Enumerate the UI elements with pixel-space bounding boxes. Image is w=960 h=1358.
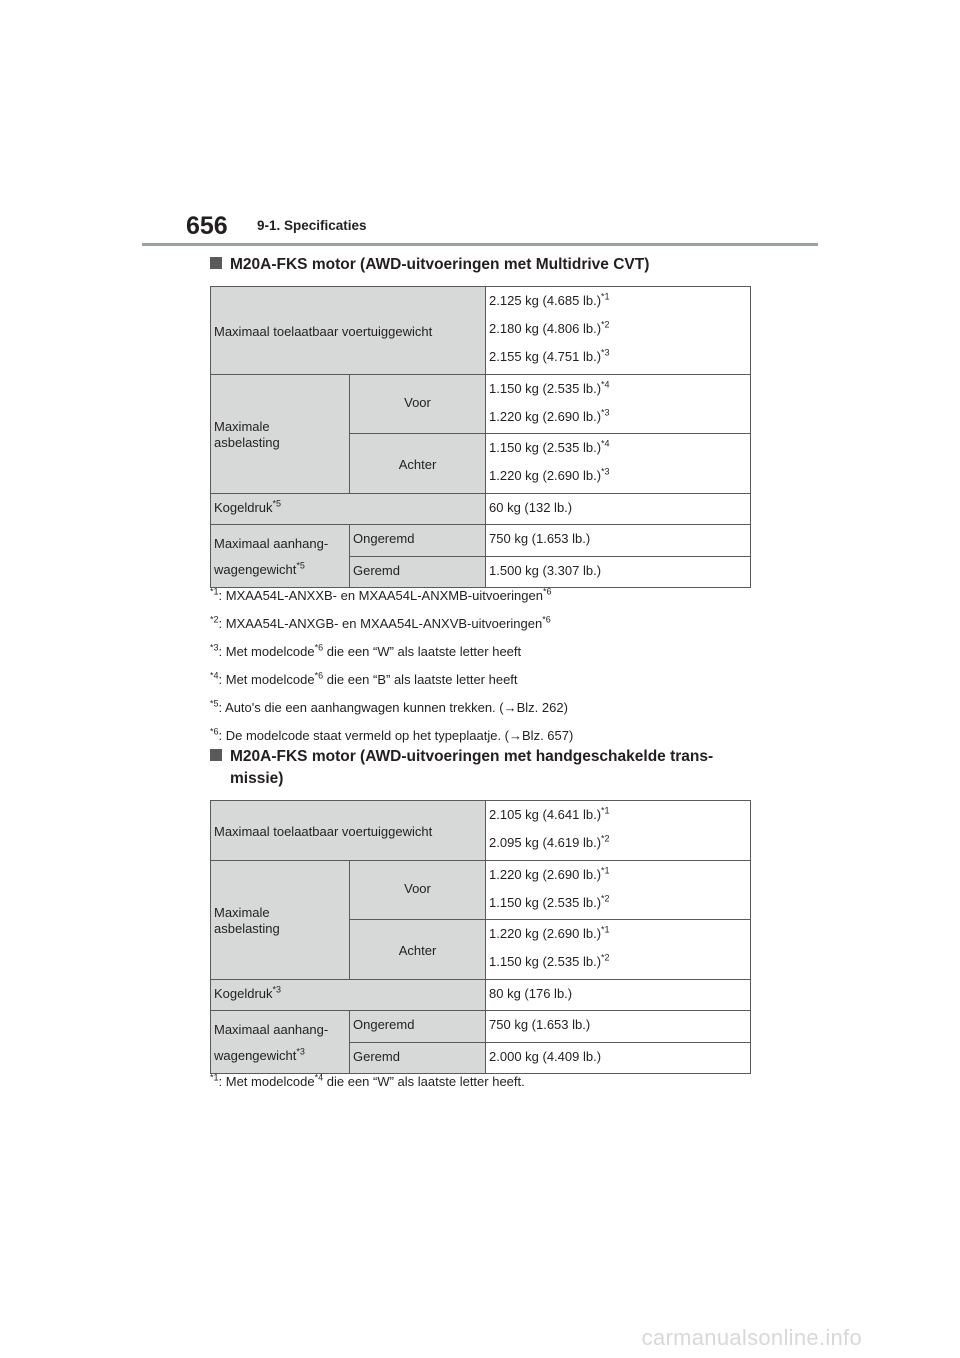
footnote-text: : MXAA54L-ANXXB- en MXAA54L-ANXMB-uitvoeringen: [218, 588, 543, 603]
trailer-label-line1: Maximaal aanhang-: [214, 536, 329, 551]
footnote-ref: *6: [542, 614, 551, 625]
footnote: [210, 644, 573, 672]
value-line: [489, 440, 747, 456]
unbraked-label: Ongeremd: [350, 1011, 486, 1043]
footnote-ref: *4: [601, 379, 610, 390]
braked-label: Geremd: [350, 557, 486, 588]
footnote-ref: *1: [601, 865, 610, 876]
table2-spec: [210, 800, 751, 1074]
value-line: [489, 468, 747, 484]
ball-pressure-value: 80 kg (176 lb.): [486, 980, 751, 1011]
table-row: [211, 375, 751, 434]
footnote: [210, 700, 573, 728]
footnote-text: : Met modelcode: [218, 644, 315, 659]
axle-load-label: [211, 375, 350, 494]
footnote-mark: *5: [210, 698, 219, 709]
footnote-ref: *4: [601, 438, 610, 449]
value-text: 1.150 kg (2.535 lb.): [489, 954, 602, 969]
trailer-weight-label: [211, 525, 350, 588]
value-text: 2.095 kg (4.619 lb.): [489, 835, 602, 850]
footnote-text: die een “B” als laatste letter heeft: [323, 672, 518, 687]
value-text: 1.220 kg (2.690 lb.): [489, 926, 602, 941]
value-text: 1.220 kg (2.690 lb.): [489, 867, 602, 882]
table-row: [211, 525, 751, 557]
footnote-ref: *3: [601, 347, 610, 358]
axle-load-label: [211, 861, 350, 980]
footnote-text: : Met modelcode: [218, 1074, 315, 1089]
footnote-text: : De modelcode staat vermeld op het typeplaatje. (→Blz. 657): [218, 728, 574, 743]
value-line: [489, 807, 747, 823]
footnote-ref: *4: [314, 1072, 324, 1083]
footnote: [210, 1074, 525, 1102]
table2-notes: [210, 1074, 525, 1102]
footnote-mark: *1: [210, 586, 219, 597]
footnote-ref: *2: [601, 319, 610, 330]
footnote-text: : Met modelcode: [218, 672, 315, 687]
value-line: [489, 381, 747, 397]
table2-heading: [210, 746, 713, 790]
footnote-text: : MXAA54L-ANXGB- en MXAA54L-ANXVB-uitvoeringen: [218, 616, 543, 631]
footnote-ref: *6: [314, 670, 324, 681]
max-weight-label: Maximaal toelaatbaar voertuiggewicht: [211, 287, 486, 375]
section-title: 9-1. Specificaties: [257, 218, 367, 233]
value-text: 1.150 kg (2.535 lb.): [489, 895, 602, 910]
unbraked-label: Ongeremd: [350, 525, 486, 557]
rear-label: Achter: [350, 434, 486, 494]
max-weight-values: [486, 801, 751, 861]
footnote-text: die een “W” als laatste letter heeft: [323, 644, 522, 659]
footnote-ref: *3: [601, 407, 610, 418]
table-row: [211, 287, 751, 375]
value-text: 2.105 kg (4.641 lb.): [489, 807, 602, 822]
value-line: [489, 409, 747, 425]
value-text: 2.125 kg (4.685 lb.): [489, 293, 602, 308]
unbraked-value: 750 kg (1.653 lb.): [486, 1011, 751, 1043]
front-label: Voor: [350, 861, 486, 920]
value-line: [489, 867, 747, 883]
value-line: [489, 293, 747, 309]
unbraked-value: 750 kg (1.653 lb.): [486, 525, 751, 557]
max-weight-label: Maximaal toelaatbaar voertuiggewicht: [211, 801, 486, 861]
footnote-ref: *6: [314, 642, 324, 653]
axle-label-line2: asbelasting: [214, 921, 280, 936]
braked-value: 2.000 kg (4.409 lb.): [486, 1043, 751, 1074]
footnote-mark: *4: [210, 670, 219, 681]
ball-label-sup: *5: [272, 498, 282, 509]
ball-pressure-label: [211, 494, 486, 525]
table-row: [211, 861, 751, 920]
trailer-label-line2: wagengewicht: [214, 562, 297, 577]
trailer-label-line2: wagengewicht: [214, 1048, 297, 1063]
ball-label-text: Kogeldruk: [214, 986, 273, 1001]
braked-label: Geremd: [350, 1043, 486, 1074]
footnote-ref: *1: [601, 291, 610, 302]
footnote-text: die een “W” als laatste letter heeft.: [323, 1074, 525, 1089]
trailer-weight-label: [211, 1011, 350, 1074]
footnote-text: : Auto's die een aanhangwagen kunnen trekken. (→Blz. 262): [218, 700, 568, 715]
table-row: [211, 1011, 751, 1043]
trailer-label-sup: *3: [296, 1046, 305, 1057]
footnote: [210, 588, 573, 616]
front-label: Voor: [350, 375, 486, 434]
footnote-ref: *1: [601, 924, 610, 935]
value-line: [489, 349, 747, 365]
rear-values: [486, 434, 751, 494]
front-values: [486, 861, 751, 920]
value-text: 1.220 kg (2.690 lb.): [489, 409, 602, 424]
square-bullet-icon: [210, 257, 222, 269]
table1-heading: [210, 254, 649, 276]
value-line: [489, 835, 747, 851]
table-row: [211, 801, 751, 861]
value-text: 2.155 kg (4.751 lb.): [489, 349, 602, 364]
footnote-mark: *6: [210, 726, 219, 737]
footnote: [210, 616, 573, 644]
footnote-ref: *2: [601, 833, 610, 844]
value-line: [489, 895, 747, 911]
axle-label-line2: asbelasting: [214, 435, 280, 450]
table2-heading-line2: missie): [230, 770, 284, 787]
value-text: 1.150 kg (2.535 lb.): [489, 381, 602, 396]
value-text: 1.150 kg (2.535 lb.): [489, 440, 602, 455]
table1-heading-text: M20A-FKS motor (AWD-uitvoeringen met Multidrive CVT): [230, 256, 650, 273]
footnote-ref: *2: [601, 893, 610, 904]
axle-label-line1: Maximale: [214, 419, 270, 434]
max-weight-values: [486, 287, 751, 375]
square-bullet-icon: [210, 749, 222, 761]
table1-spec: [210, 286, 751, 588]
value-line: [489, 926, 747, 942]
footnote-mark: *2: [210, 614, 219, 625]
table1-notes: [210, 588, 573, 756]
footnote-mark: *3: [210, 642, 219, 653]
footnote-ref: *3: [601, 466, 610, 477]
braked-value: 1.500 kg (3.307 lb.): [486, 557, 751, 588]
rear-label: Achter: [350, 920, 486, 980]
ball-pressure-label: [211, 980, 486, 1011]
value-text: 2.180 kg (4.806 lb.): [489, 321, 602, 336]
table2-heading-line1: M20A-FKS motor (AWD-uitvoeringen met handgeschakelde trans-: [230, 748, 714, 765]
footnote-ref: *6: [542, 586, 552, 597]
trailer-label-sup: *5: [296, 560, 305, 571]
ball-label-sup: *3: [272, 984, 282, 995]
footnote-ref: *2: [601, 952, 610, 963]
footnote-ref: *1: [601, 805, 610, 816]
footnote: [210, 672, 573, 700]
trailer-label-line1: Maximaal aanhang-: [214, 1022, 329, 1037]
axle-label-line1: Maximale: [214, 905, 270, 920]
value-text: 1.220 kg (2.690 lb.): [489, 468, 602, 483]
footnote-mark: *1: [210, 1072, 219, 1083]
header-rule: [142, 243, 818, 246]
front-values: [486, 375, 751, 434]
table-row: [211, 980, 751, 1011]
value-line: [489, 954, 747, 970]
watermark: carmanualsonline.info: [641, 1325, 862, 1350]
value-line: [489, 321, 747, 337]
rear-values: [486, 920, 751, 980]
page-number: 656: [186, 212, 228, 240]
table-row: [211, 494, 751, 525]
ball-pressure-value: 60 kg (132 lb.): [486, 494, 751, 525]
ball-label-text: Kogeldruk: [214, 500, 273, 515]
